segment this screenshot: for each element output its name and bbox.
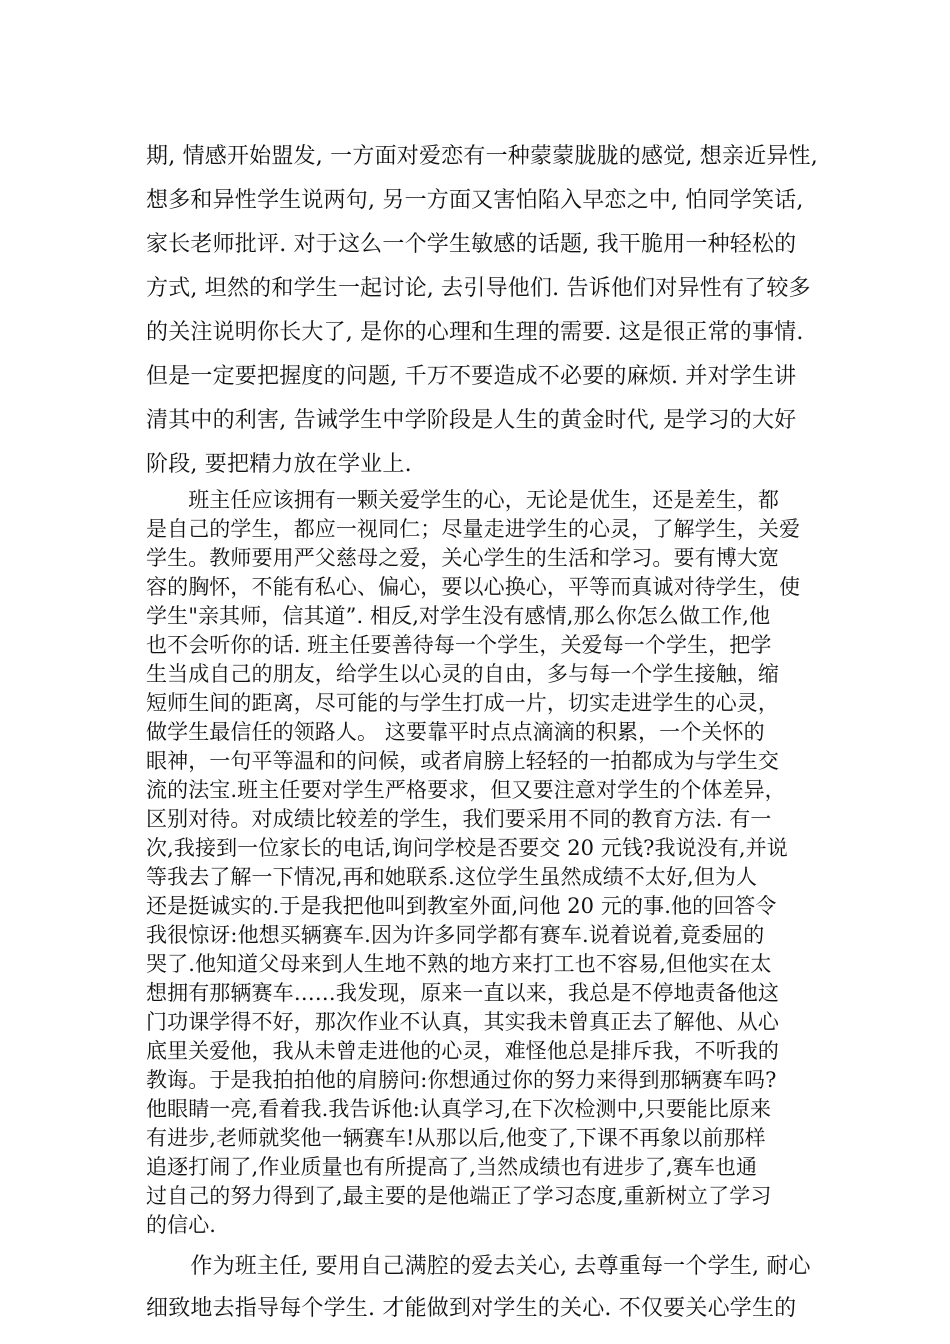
text-line: 追逐打闹了,作业质量也有所提高了,当然成绩也有进步了,赛车也通 bbox=[146, 1155, 758, 1179]
text-line: 有进步,老师就奖他一辆赛车!从那以后,他变了,下课不再象以前那样 bbox=[146, 1126, 766, 1150]
text-line: 区别对待。对成绩比较差的学生，我们要采用不同的教育方法. 有一 bbox=[146, 807, 772, 831]
text-line: 哭了.他知道父母来到人生地不熟的地方来打工也不容易,但他实在太 bbox=[146, 952, 772, 976]
text-line: 生当成自己的朋友，给学生以心灵的自由，多与每一个学生接触，缩 bbox=[146, 662, 779, 686]
text-line: 我很惊讶:他想买辆赛车.因为许多同学都有赛车.说着说着,竟委屈的 bbox=[146, 923, 765, 947]
text-line: 短师生间的距离，尽可能的与学生打成一片，切实走进学生的心灵， bbox=[146, 691, 779, 715]
text-line: 但是一定要把握度的问题, 千万不要造成不必要的麻烦. 并对学生讲 bbox=[146, 364, 797, 389]
text-line: 方式, 坦然的和学生一起讨论, 去引导他们. 告诉他们对异性有了较多 bbox=[146, 276, 811, 301]
text-line: 容的胸怀，不能有私心、偏心，要以心换心，平等而真诚对待学生，使 bbox=[146, 575, 801, 599]
text-line: 也不会听你的话. 班主任要善待每一个学生，关爱每一个学生，把学 bbox=[146, 633, 772, 657]
text-line: 还是挺诚实的.于是我把他叫到教室外面,问他 20 元的事.他的回答令 bbox=[146, 894, 777, 918]
text-line: 想拥有那辆赛车……我发现，原来一直以来，我总是不停地责备他这 bbox=[146, 981, 779, 1005]
text-line: 想多和异性学生说两句, 另一方面又害怕陷入早恋之中, 怕同学笑话, bbox=[146, 188, 804, 213]
text-line: 底里关爱他，我从未曾走进他的心灵，难怪他总是排斥我，不听我的 bbox=[146, 1039, 779, 1063]
text-line: 门功课学得不好，那次作业不认真，其实我未曾真正去了解他、从心 bbox=[146, 1010, 779, 1034]
text-line: 他眼睛一亮,看着我.我告诉他:认真学习,在下次检测中,只要能比原来 bbox=[146, 1097, 772, 1121]
text-line: 做学生最信任的领路人。 这要靠平时点点滴滴的积累，一个关怀的 bbox=[146, 720, 765, 744]
text-line: 班主任应该拥有一颗关爱学生的心，无论是优生，还是差生，都 bbox=[146, 488, 779, 512]
text-line: 阶段, 要把精力放在学业上. bbox=[146, 452, 412, 477]
text-line: 次,我接到一位家长的电话,询问学校是否要交 20 元钱?我说没有,并说 bbox=[146, 836, 788, 860]
text-line: 细致地去指导每个学生. 才能做到对学生的关心. 不仅要关心学生的 bbox=[146, 1296, 797, 1321]
text-line: 作为班主任, 要用自己满腔的爱去关心, 去尊重每一个学生, 耐心 bbox=[146, 1254, 811, 1279]
text-line: 的关注说明你长大了, 是你的心理和生理的需要. 这是很正常的事情. bbox=[146, 320, 804, 345]
text-line: 流的法宝.班主任要对学生严格要求，但又要注意对学生的个体差异， bbox=[146, 778, 786, 802]
text-line: 学生。教师要用严父慈母之爱，关心学生的生活和学习。要有博大宽 bbox=[146, 546, 779, 570]
text-line: 家长老师批评. 对于这么一个学生敏感的话题, 我干脆用一种轻松的 bbox=[146, 232, 797, 257]
text-line: 等我去了解一下情况,再和她联系.这位学生虽然成绩不太好,但为人 bbox=[146, 865, 758, 889]
text-line: 清其中的利害, 告诫学生中学阶段是人生的黄金时代, 是学习的大好 bbox=[146, 408, 797, 433]
text-line: 学生"亲其师，信其道”. 相反,对学生没有感情,那么你怎么做工作,他 bbox=[146, 604, 771, 628]
text-line: 过自己的努力得到了,最主要的是他端正了学习态度,重新树立了学习 bbox=[146, 1184, 772, 1208]
text-line: 的信心. bbox=[146, 1213, 217, 1237]
text-line: 眼神，一句平等温和的问候，或者肩膀上轻轻的一拍都成为与学生交 bbox=[146, 749, 779, 773]
text-line: 期, 情感开始盟发, 一方面对爱恋有一种蒙蒙胧胧的感觉, 想亲近异性, bbox=[146, 144, 818, 169]
text-line: 是自己的学生，都应一视同仁；尽量走进学生的心灵，了解学生，关爱 bbox=[146, 517, 801, 541]
text-line: 教诲。于是我拍拍他的肩膀问:你想通过你的努力来得到那辆赛车吗? bbox=[146, 1068, 777, 1092]
